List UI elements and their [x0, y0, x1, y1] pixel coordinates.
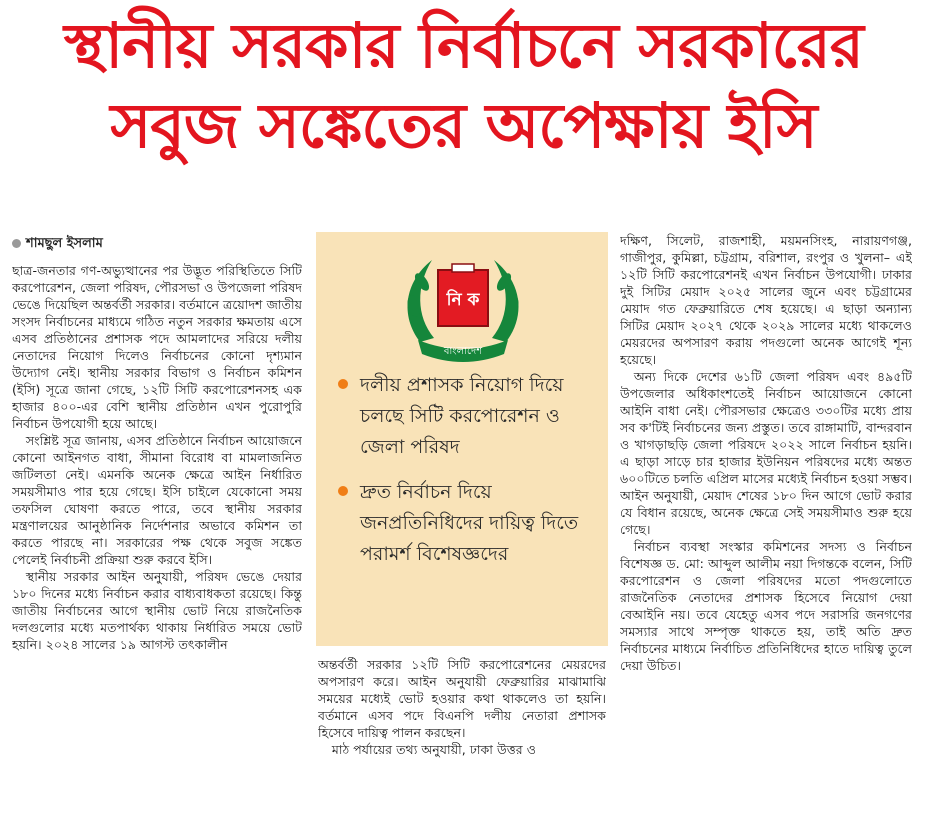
- headline-line-1: স্থানীয় সরকার নির্বাচনে সরকারের: [64, 9, 863, 82]
- highlight-box: [316, 232, 608, 646]
- paragraph: স্থানীয় সরকার আইন অনুযায়ী, পরিষদ ভেঙে দেয়ার ১৮০ দিনের মধ্যে নির্বাচন করার বাধ্যবাধকতা রয়েছে। কিন্তু জাতীয় নির্বাচনের আগে স্থানীয় ভোট নিয়ে রাজনৈতিক দলগুলোর মধ্যে মতপার্থক্য থাকায় নির্ধারিত সময়ে ভোট হয়নি। ২০২৪ সালের ১৯ আগস্ট তৎকালীন: [12, 569, 302, 652]
- callout-list: [334, 370, 598, 584]
- election-commission-emblem: [398, 246, 528, 366]
- headline-line-2: সবুজ সঙ্কেতের অপেক্ষায় ইসি: [110, 89, 817, 162]
- emblem-letters: নি ক: [446, 290, 480, 310]
- byline: [12, 234, 103, 255]
- paragraph: সংশ্লিষ্ট সূত্র জানায়, এসব প্রতিষ্ঠানে নির্বাচন আয়োজনে কোনো আইনগত বাধা, সীমানা বিরোধ বা মামলাজনিত জটিলতা নেই। এমনকি অনেক ক্ষেত্রে আইন নির্ধারিত সময়সীমাও পার হয়ে গেছে। ইসি চাইলে যেকোনো সময় তফসিল ঘোষণা করতে পারে, তবে স্থানীয় সরকার মন্ত্রণালয়ের আনুষ্ঠানিক নির্দেশনার অভাবে কমিশন তা করতে পারছে না। সরকারের পক্ষ থেকে সবুজ সঙ্কেত পেলেই নির্বাচনী প্রক্রিয়া শুরু করবে ইসি।: [12, 433, 302, 567]
- callout-item: [334, 477, 598, 570]
- paragraph: ছাত্র-জনতার গণ-অভ্যুত্থানের পর উদ্ভূত পরিস্থিতিতে সিটি করপোরেশন, জেলা পরিষদ, পৌরসভা ও উপজেলা পরিষদ ভেঙে দিয়েছিল অন্তর্বর্তী সরকার। বর্তমানে ত্রয়োদশ জাতীয় সংসদ নির্বাচনের মাধ্যমে গঠিত নতুন সরকার ক্ষমতায় এসে এসব প্রতিষ্ঠানের প্রশাসক পদে আমলাদের সরিয়ে দলীয় নেতাদের নিয়োগ দিলেও নির্বাচনের কোনো দৃশ্যমান উদ্যোগ নেই। স্থানীয় সরকার বিভাগ ও নির্বাচন কমিশন (ইসি) সূত্রে জানা গেছে, ১২টি সিটি করপোরেশনসহ এক হাজার ৪০০-এর বেশি স্থানীয় প্রতিষ্ঠান এখন পুরোপুরি নির্বাচন উপযোগী হয়ে আছে।: [12, 263, 302, 431]
- ballot-slot-icon: [452, 264, 474, 272]
- headline: [0, 6, 927, 166]
- callout-item-text: দলীয় প্রশাসক নিয়োগ দিয়ে চলছে সিটি করপোরেশন ও জেলা পরিষদ: [360, 374, 564, 458]
- byline-author: শামছুল ইসলাম: [26, 236, 103, 251]
- emblem-banner-text: বাংলাদেশ: [443, 346, 483, 357]
- article-column-2: [318, 656, 606, 816]
- paragraph: অন্তর্বর্তী সরকার ১২টি সিটি করপোরেশনের মেয়রদের অপসারণ করে। আইন অনুযায়ী ফেব্রুয়ারির মাঝামাঝি সময়ের মধ্যেই ভোট হওয়ার কথা থাকলেও তা হয়নি। বর্তমানে এসব পদে বিএনপি দলীয় নেতারা প্রশাসক হিসেবে দায়িত্ব পালন করছেন।: [318, 657, 606, 740]
- paragraph: অন্য দিকে দেশের ৬১টি জেলা পরিষদ এবং ৪৯৫টি উপজেলার অধিকাংশতেই নির্বাচন আয়োজনে কোনো আইনি বাধা নেই। পৌরসভার ক্ষেত্রেও ৩৩০টির মধ্যে প্রায় সব ক'টিই নির্বাচনের জন্য প্রস্তুত। তবে রাঙ্গামাটি, বান্দরবান ও খাগড়াছড়ি জেলা পরিষদে ২০২২ সালে নির্বাচন হয়নি। এ ছাড়া সাড়ে চার হাজার ইউনিয়ন পরিষদের মধ্যে অন্তত ৬০০টিতে চলতি এপ্রিল মাসের মধ্যেই নির্বাচন হওয়া সম্ভব। আইন অনুযায়ী, মেয়াদ শেষের ১৮০ দিন আগে ভোট করার যে বিধান রয়েছে, অনেক ক্ষেত্রে সেই সময়সীমাও শুরু হয়ে গেছে।: [620, 369, 912, 537]
- article-column-3: [620, 232, 912, 816]
- paragraph: মাঠ পর্যায়ের তথ্য অনুযায়ী, ঢাকা উত্তর ও: [331, 742, 536, 757]
- article-column-1: [12, 262, 302, 812]
- callout-item: [334, 370, 598, 463]
- paragraph: নির্বাচন ব্যবস্থা সংস্কার কমিশনের সদস্য ও নির্বাচন বিশেষজ্ঞ ড. মো: আব্দুল আলীম নয়া দিগন্তকে বলেন, সিটি করপোরেশন ও জেলা পরিষদের মতো পদগুলোতে রাজনৈতিক নেতাদের প্রশাসক হিসেবে নিয়োগ দেয়া বেআইনি নয়। তবে যেহেতু এসব পদে সরাসরি জনগণের সমস্যার সাথে সম্পৃক্ত থাকতে হয়, তাই অতি দ্রুত নির্বাচনের মাধ্যমে নির্বাচিত প্রতিনিধিদের হাতে দায়িত্ব তুলে দেয়া উচিত।: [620, 539, 912, 673]
- orange-bullet-icon: [338, 486, 348, 496]
- orange-bullet-icon: [338, 379, 348, 389]
- callout-item-text: দ্রুত নির্বাচন দিয়ে জনপ্রতিনিধিদের দায়িত্ব দিতে পরামর্শ বিশেষজ্ঞদের: [360, 481, 579, 565]
- byline-dot-icon: [12, 239, 21, 248]
- paragraph: দক্ষিণ, সিলেট, রাজশাহী, ময়মনসিংহ, নারায়ণগঞ্জ, গাজীপুর, কুমিল্লা, চট্টগ্রাম, বরিশাল, রংপুর ও খুলনা– এই ১২টি সিটি করপোরেশনই এখন নির্বাচন উপযোগী। ঢাকার দুই সিটির মেয়াদ ২০২৫ সালের জুনে এবং চট্টগ্রামের মেয়াদ গত ফেব্রুয়ারিতে শেষ হয়েছে। এ ছাড়া অন্যান্য সিটির মেয়াদ ২০২৭ থেকে ২০২৯ সালের মধ্যে থাকলেও মেয়রদের অপসারণ করায় পদগুলো অনেক আগেই শূন্য হয়েছে।: [620, 233, 912, 367]
